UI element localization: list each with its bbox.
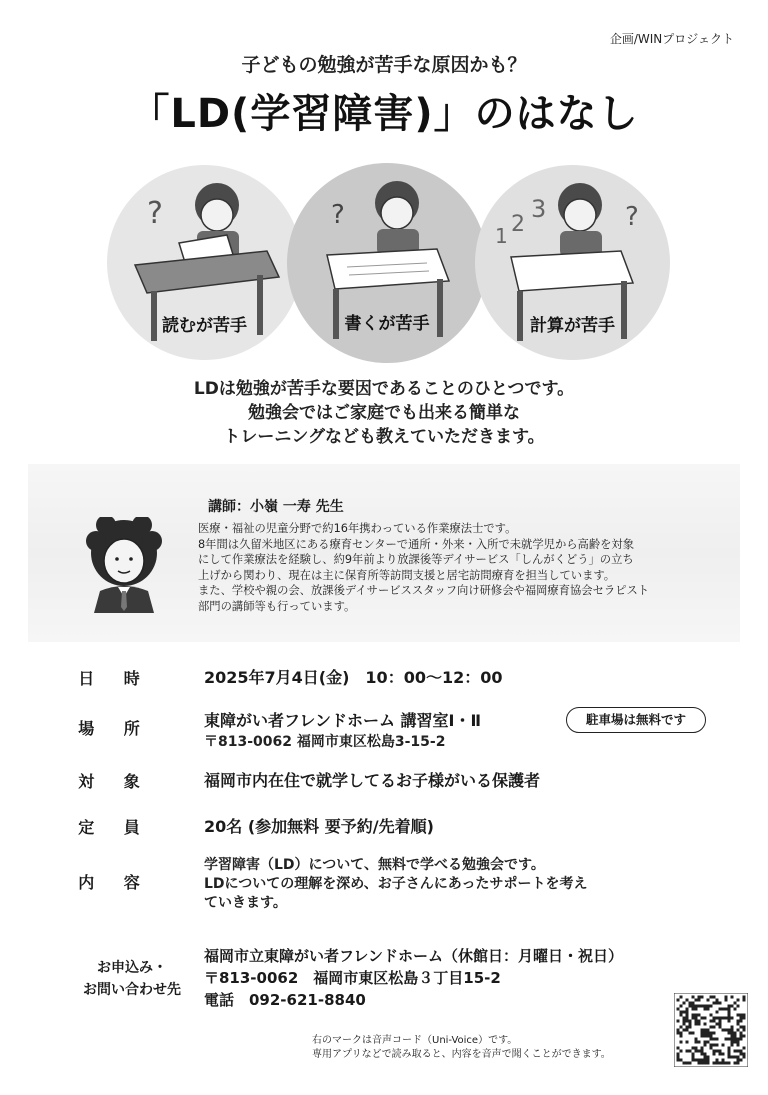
svg-text:?: ? (331, 200, 345, 230)
voice-code-cell (722, 1029, 725, 1032)
voice-code-cell (686, 1029, 689, 1032)
contact-label-line: お申込み・ (97, 960, 167, 976)
voice-code-cell (710, 1035, 713, 1038)
illustration-math (475, 165, 670, 360)
voice-code-cell (680, 1005, 683, 1008)
voice-code-cell (704, 1062, 707, 1065)
voice-code-cell (728, 1005, 731, 1008)
voice-code-cell (737, 1059, 740, 1062)
voice-code-cell (713, 1038, 716, 1041)
voice-code-cell (707, 1056, 710, 1059)
voice-code-cell (728, 1050, 731, 1053)
voice-code-cell (698, 1050, 701, 1053)
description (0, 377, 768, 449)
voice-code-cell (695, 1020, 698, 1023)
illustration-writing (287, 163, 487, 363)
voice-code-cell (719, 1050, 722, 1053)
voice-code-cell (731, 1005, 734, 1008)
voice-code-cell (707, 1062, 710, 1065)
voice-code-cell (704, 1017, 707, 1020)
voice-code-cell (737, 1005, 740, 1008)
voice-code-cell (704, 1041, 707, 1044)
voice-code-cell (680, 1026, 683, 1029)
voice-code-cell (701, 1035, 704, 1038)
voice-code-cell (692, 1008, 695, 1011)
voice-code-cell (725, 996, 728, 999)
voice-code-cell (701, 1005, 704, 1008)
voice-code-cell (728, 1014, 731, 1017)
content-value (204, 856, 588, 913)
voice-code-cell (713, 1062, 716, 1065)
voice-code-cell (680, 996, 683, 999)
voice-code-cell (725, 1017, 728, 1020)
voice-code-cell (677, 1053, 680, 1056)
voice-code-cell (722, 1008, 725, 1011)
voice-code-cell (725, 1062, 728, 1065)
voice-code-cell (737, 1050, 740, 1053)
voice-code-cell (701, 1047, 704, 1050)
voice-code-cell (728, 1008, 731, 1011)
voice-code-cell (704, 1059, 707, 1062)
voice-code-note-line: 右のマークは音声コード（Uni-Voice）です。 (312, 1035, 518, 1046)
voice-code-cell (728, 1032, 731, 1035)
voice-code-cell (701, 1059, 704, 1062)
voice-code-cell (692, 1014, 695, 1017)
voice-code-cell (695, 999, 698, 1002)
voice-code-cell (731, 1038, 734, 1041)
voice-code-cell (698, 1005, 701, 1008)
voice-code-cell (701, 996, 704, 999)
content-line: 学習障害（LD）について、無料で学べる勉強会です。 (204, 857, 545, 873)
voice-code-cell (716, 999, 719, 1002)
planner-credit: 企画/WINプロジェクト (609, 32, 734, 46)
voice-code-cell (710, 1020, 713, 1023)
voice-code-cell (722, 1017, 725, 1020)
voice-code-cell (695, 1038, 698, 1041)
voice-code-cell (704, 1056, 707, 1059)
voice-code-cell (686, 1026, 689, 1029)
voice-code-cell (740, 1050, 743, 1053)
voice-code-cell (731, 1056, 734, 1059)
contact-label (68, 957, 196, 1001)
voice-code-cell (689, 1050, 692, 1053)
voice-code-cell (728, 1017, 731, 1020)
voice-code-cell (719, 1053, 722, 1056)
voice-code-cell (695, 1050, 698, 1053)
illustration-writing-label: 書くが苦手 (344, 314, 430, 334)
voice-code-cell (710, 996, 713, 999)
voice-code-cell (698, 1041, 701, 1044)
voice-code-cell (743, 1053, 746, 1056)
voice-code-cell (689, 1026, 692, 1029)
voice-code-cell (686, 1041, 689, 1044)
voice-code-cell (686, 999, 689, 1002)
voice-code-cell (695, 1017, 698, 1020)
place-address: 〒813-0062 福岡市東区松島3-15-2 (204, 734, 446, 750)
voice-code-cell (719, 1017, 722, 1020)
voice-code-cell (710, 1044, 713, 1047)
voice-code-cell (740, 1020, 743, 1023)
voice-code-cell (713, 1026, 716, 1029)
voice-code-cell (719, 1020, 722, 1023)
voice-code-cell (704, 1053, 707, 1056)
voice-code-cell (701, 1050, 704, 1053)
voice-code-cell (740, 1038, 743, 1041)
voice-code-cell (743, 1047, 746, 1050)
voice-code-cell (737, 1062, 740, 1065)
voice-code-cell (731, 1029, 734, 1032)
voice-code-cell (683, 1029, 686, 1032)
voice-code-cell (737, 1038, 740, 1041)
voice-code-cell (701, 1029, 704, 1032)
voice-code-cell (692, 1047, 695, 1050)
voice-code-cell (680, 1032, 683, 1035)
bio-line: にして作業療法を経験し、約9年前より放課後等デイサービス「しんがくどう」の立ち (198, 553, 634, 567)
voice-code-cell (716, 1017, 719, 1020)
voice-code-cell (701, 1017, 704, 1020)
voice-code-cell (740, 1014, 743, 1017)
voice-code-cell (683, 1062, 686, 1065)
voice-code-cell (713, 996, 716, 999)
voice-code-cell (707, 1035, 710, 1038)
voice-code-cell (698, 1062, 701, 1065)
voice-code-cell (743, 1029, 746, 1032)
voice-code-cell (740, 1035, 743, 1038)
subtitle: 子どもの勉強が苦手な原因かも？ (241, 54, 527, 76)
bio-line: 8年間は久留米地区にある療育センターで通所・外来・入所で未就学児から高齢を対象 (198, 537, 635, 551)
voice-code-cell (716, 1059, 719, 1062)
voice-code-cell (704, 1008, 707, 1011)
voice-code-cell (731, 1026, 734, 1029)
voice-code-cell (692, 1002, 695, 1005)
voice-code-cell (689, 1002, 692, 1005)
voice-code-cell (677, 1020, 680, 1023)
voice-code-cell (734, 1035, 737, 1038)
voice-code-cell (716, 1002, 719, 1005)
voice-code-cell (692, 1053, 695, 1056)
voice-code-cell (713, 1002, 716, 1005)
voice-code-cell (731, 1035, 734, 1038)
page-title: 「LD(学習障害)」のはなし (129, 91, 639, 137)
voice-code-cell (743, 999, 746, 1002)
voice-code-cell (707, 1041, 710, 1044)
voice-code-cell (731, 1044, 734, 1047)
voice-code-cell (734, 1038, 737, 1041)
voice-code-cell (728, 1011, 731, 1014)
voice-code-cell (722, 1062, 725, 1065)
voice-code-cell (728, 1056, 731, 1059)
voice-code-cell (686, 1008, 689, 1011)
voice-code-cell (719, 1002, 722, 1005)
illustration-reading (107, 165, 302, 360)
voice-code-cell (695, 1005, 698, 1008)
content-line: LDについての理解を深め、お子さんにあったサポートを考え (204, 876, 588, 892)
bio-line: 医療・福祉の児童分野で約16年携わっている作業療法士です。 (198, 522, 517, 535)
voice-code-cell (737, 1014, 740, 1017)
description-line: LDは勉強が苦手な要因であることのひとつです。 (193, 379, 575, 399)
capacity-label: 定 員 (78, 818, 152, 837)
voice-code-cell (704, 1005, 707, 1008)
description-line: 勉強会ではご家庭でも出来る簡単な (248, 403, 520, 423)
voice-code-cell (737, 1020, 740, 1023)
voice-code-cell (713, 1053, 716, 1056)
voice-code-cell (698, 1059, 701, 1062)
bio-line: また、学校や親の会、放課後デイサービススタッフ向け研修会や福岡療育協会セラピスト (198, 584, 650, 598)
voice-code-cell (683, 1011, 686, 1014)
voice-code-cell (701, 1053, 704, 1056)
voice-code-cell (680, 1011, 683, 1014)
voice-code-cell (743, 1014, 746, 1017)
voice-code-cell (677, 1032, 680, 1035)
bio-line: 部門の講師等も行っています。 (198, 599, 356, 613)
voice-code-cell (728, 1020, 731, 1023)
voice-code-cell (710, 1014, 713, 1017)
voice-code-cell (716, 1023, 719, 1026)
voice-code-cell (701, 1062, 704, 1065)
datetime-value: 2025年7月4日(金) 10：00〜12：00 (204, 668, 503, 687)
voice-code-cell (728, 1047, 731, 1050)
voice-code-note-line: 専用アプリなどで読み取ると、内容を音声で聞くことができます。 (312, 1049, 611, 1060)
illustration-math-label: 計算が苦手 (530, 316, 615, 336)
lecturer-bio (198, 521, 728, 615)
voice-code-cell (734, 1008, 737, 1011)
voice-code-cell (704, 1035, 707, 1038)
contact-label-line: お問い合わせ先 (83, 982, 181, 998)
voice-code-cell (707, 1059, 710, 1062)
voice-code-cell (719, 1026, 722, 1029)
voice-code-cell (677, 1059, 680, 1062)
voice-code-cell (731, 996, 734, 999)
voice-code-cell (689, 1020, 692, 1023)
voice-code-cell (692, 1056, 695, 1059)
target-label: 対 象 (78, 772, 152, 791)
voice-code-cell (680, 1035, 683, 1038)
target-value: 福岡市内在住で就学してるお子様がいる保護者 (204, 771, 541, 790)
voice-code-cell (728, 1062, 731, 1065)
description-line: トレーニングなども教えていただきます。 (223, 427, 545, 447)
voice-code-cell (731, 1041, 734, 1044)
voice-code-cell (680, 1059, 683, 1062)
svg-text:2: 2 (511, 212, 525, 237)
voice-code-cell (686, 1014, 689, 1017)
voice-code-cell (707, 1032, 710, 1035)
voice-code-cell (695, 1041, 698, 1044)
voice-code-cell (737, 1029, 740, 1032)
voice-code-cell (734, 1056, 737, 1059)
voice-code-cell (716, 1062, 719, 1065)
voice-code-cell (740, 1026, 743, 1029)
voice-code-cell (686, 1011, 689, 1014)
voice-code-cell (686, 1050, 689, 1053)
voice-code-cell (713, 1050, 716, 1053)
voice-code-cell (701, 1032, 704, 1035)
voice-code-cell (680, 1050, 683, 1053)
voice-code-cell (704, 1044, 707, 1047)
voice-code-cell (695, 1014, 698, 1017)
voice-code-cell (698, 996, 701, 999)
voice-code-cell (740, 1017, 743, 1020)
voice-code-cell (683, 1020, 686, 1023)
illustration-reading-label: 読むが苦手 (162, 316, 247, 336)
voice-code-cell (737, 1023, 740, 1026)
voice-code-cell (743, 1017, 746, 1020)
capacity-value: 20名 (参加無料 要予約/先着順) (204, 817, 434, 836)
voice-code-cell (737, 999, 740, 1002)
voice-code-cell (725, 1008, 728, 1011)
voice-code-cell (722, 1053, 725, 1056)
parking-badge: 駐車場は無料です (566, 707, 706, 733)
content-line: ていきます。 (204, 895, 287, 911)
contact-address: 〒813-0062 福岡市東区松島３丁目15-2 (204, 969, 501, 987)
place-label: 場 所 (78, 719, 152, 738)
voice-code-cell (695, 1023, 698, 1026)
voice-code-cell (698, 1020, 701, 1023)
voice-code-cell (734, 1002, 737, 1005)
voice-code-cell (740, 1053, 743, 1056)
voice-code-cell (734, 1041, 737, 1044)
voice-code-cell (707, 1029, 710, 1032)
voice-code-cell (725, 1029, 728, 1032)
place-value: 東障がい者フレンドホーム 講習室Ⅰ・Ⅱ (204, 711, 482, 730)
voice-code-cell (716, 1038, 719, 1041)
voice-code-cell (719, 1023, 722, 1026)
voice-code-cell (707, 1008, 710, 1011)
voice-code-cell (689, 1023, 692, 1026)
svg-text:?: ? (625, 202, 639, 232)
voice-code-cell (719, 1062, 722, 1065)
svg-text:?: ? (147, 196, 163, 231)
voice-code-cell (716, 1011, 719, 1014)
voice-code-cell (698, 1014, 701, 1017)
voice-code-cell (680, 1014, 683, 1017)
voice-code-cell (692, 1032, 695, 1035)
voice-code-cell (710, 1047, 713, 1050)
voice-code-cell (692, 1017, 695, 1020)
voice-code-cell (707, 1005, 710, 1008)
voice-code-cell (695, 1047, 698, 1050)
voice-code-cell (728, 1053, 731, 1056)
voice-code-note (312, 1034, 611, 1062)
voice-code-cell (725, 999, 728, 1002)
voice-code-cell (743, 1056, 746, 1059)
voice-code-cell (722, 1044, 725, 1047)
voice-code-cell (704, 1032, 707, 1035)
voice-code-cell (677, 999, 680, 1002)
voice-code-cell (692, 996, 695, 999)
voice-code-cell (695, 1008, 698, 1011)
voice-code-cell (728, 1029, 731, 1032)
voice-code-cell (689, 1062, 692, 1065)
datetime-label: 日 時 (78, 669, 152, 688)
voice-code-cell (707, 999, 710, 1002)
voice-code-cell (692, 1005, 695, 1008)
voice-code-cell (698, 999, 701, 1002)
voice-code-cell (686, 1017, 689, 1020)
lecturer-name: 講師：小嶺 一寿 先生 (208, 499, 344, 515)
voice-code-cell (737, 1056, 740, 1059)
voice-code-cell (710, 1026, 713, 1029)
voice-code-cell (677, 1047, 680, 1050)
voice-code-cell (704, 1029, 707, 1032)
voice-code-cell (683, 1017, 686, 1020)
voice-code-cell (677, 1008, 680, 1011)
voice-code-cell (737, 1044, 740, 1047)
voice-code-cell (716, 1044, 719, 1047)
contact-phone: 電話 092-621-8840 (204, 991, 366, 1009)
voice-code-cell (725, 1038, 728, 1041)
voice-code-cell (734, 1050, 737, 1053)
voice-code-cell (713, 1044, 716, 1047)
voice-code-cell (692, 1059, 695, 1062)
voice-code-cell (737, 1041, 740, 1044)
voice-code-cell (713, 1032, 716, 1035)
voice-code-icon (674, 993, 748, 1067)
voice-code-cell (734, 1032, 737, 1035)
voice-code-cell (731, 1017, 734, 1020)
voice-code-cell (740, 1032, 743, 1035)
voice-code-cell (710, 1005, 713, 1008)
svg-text:1: 1 (495, 224, 508, 248)
contact-info (204, 945, 623, 1011)
voice-code-cell (710, 1032, 713, 1035)
voice-code-cell (680, 1041, 683, 1044)
voice-code-cell (710, 1038, 713, 1041)
voice-code-cell (689, 1005, 692, 1008)
voice-code-cell (719, 1008, 722, 1011)
bio-line: 上げから関わり、現在は主に保育所等訪問支援と居宅訪問療育を担当しています。 (198, 568, 616, 582)
voice-code-cell (743, 996, 746, 999)
voice-code-cell (686, 1062, 689, 1065)
voice-code-cell (731, 1032, 734, 1035)
voice-code-cell (743, 1035, 746, 1038)
voice-code-cell (689, 1032, 692, 1035)
voice-code-cell (704, 1023, 707, 1026)
voice-code-cell (677, 1029, 680, 1032)
voice-code-cell (722, 1059, 725, 1062)
voice-code-cell (686, 1020, 689, 1023)
voice-code-cell (740, 1059, 743, 1062)
voice-code-cell (677, 1056, 680, 1059)
voice-code-cell (683, 1023, 686, 1026)
voice-code-cell (698, 1023, 701, 1026)
svg-text:3: 3 (531, 195, 547, 223)
voice-code-cell (695, 1059, 698, 1062)
voice-code-cell (728, 1038, 731, 1041)
voice-code-cell (743, 1026, 746, 1029)
voice-code-cell (713, 1020, 716, 1023)
lecturer-avatar-icon (82, 517, 166, 613)
voice-code-cell (713, 1017, 716, 1020)
contact-org: 福岡市立東障がい者フレンドホーム（休館日：月曜日・祝日） (204, 947, 624, 965)
voice-code-cell (683, 1002, 686, 1005)
voice-code-cell (716, 1050, 719, 1053)
content-label: 内 容 (78, 873, 152, 892)
voice-code-cell (734, 1062, 737, 1065)
